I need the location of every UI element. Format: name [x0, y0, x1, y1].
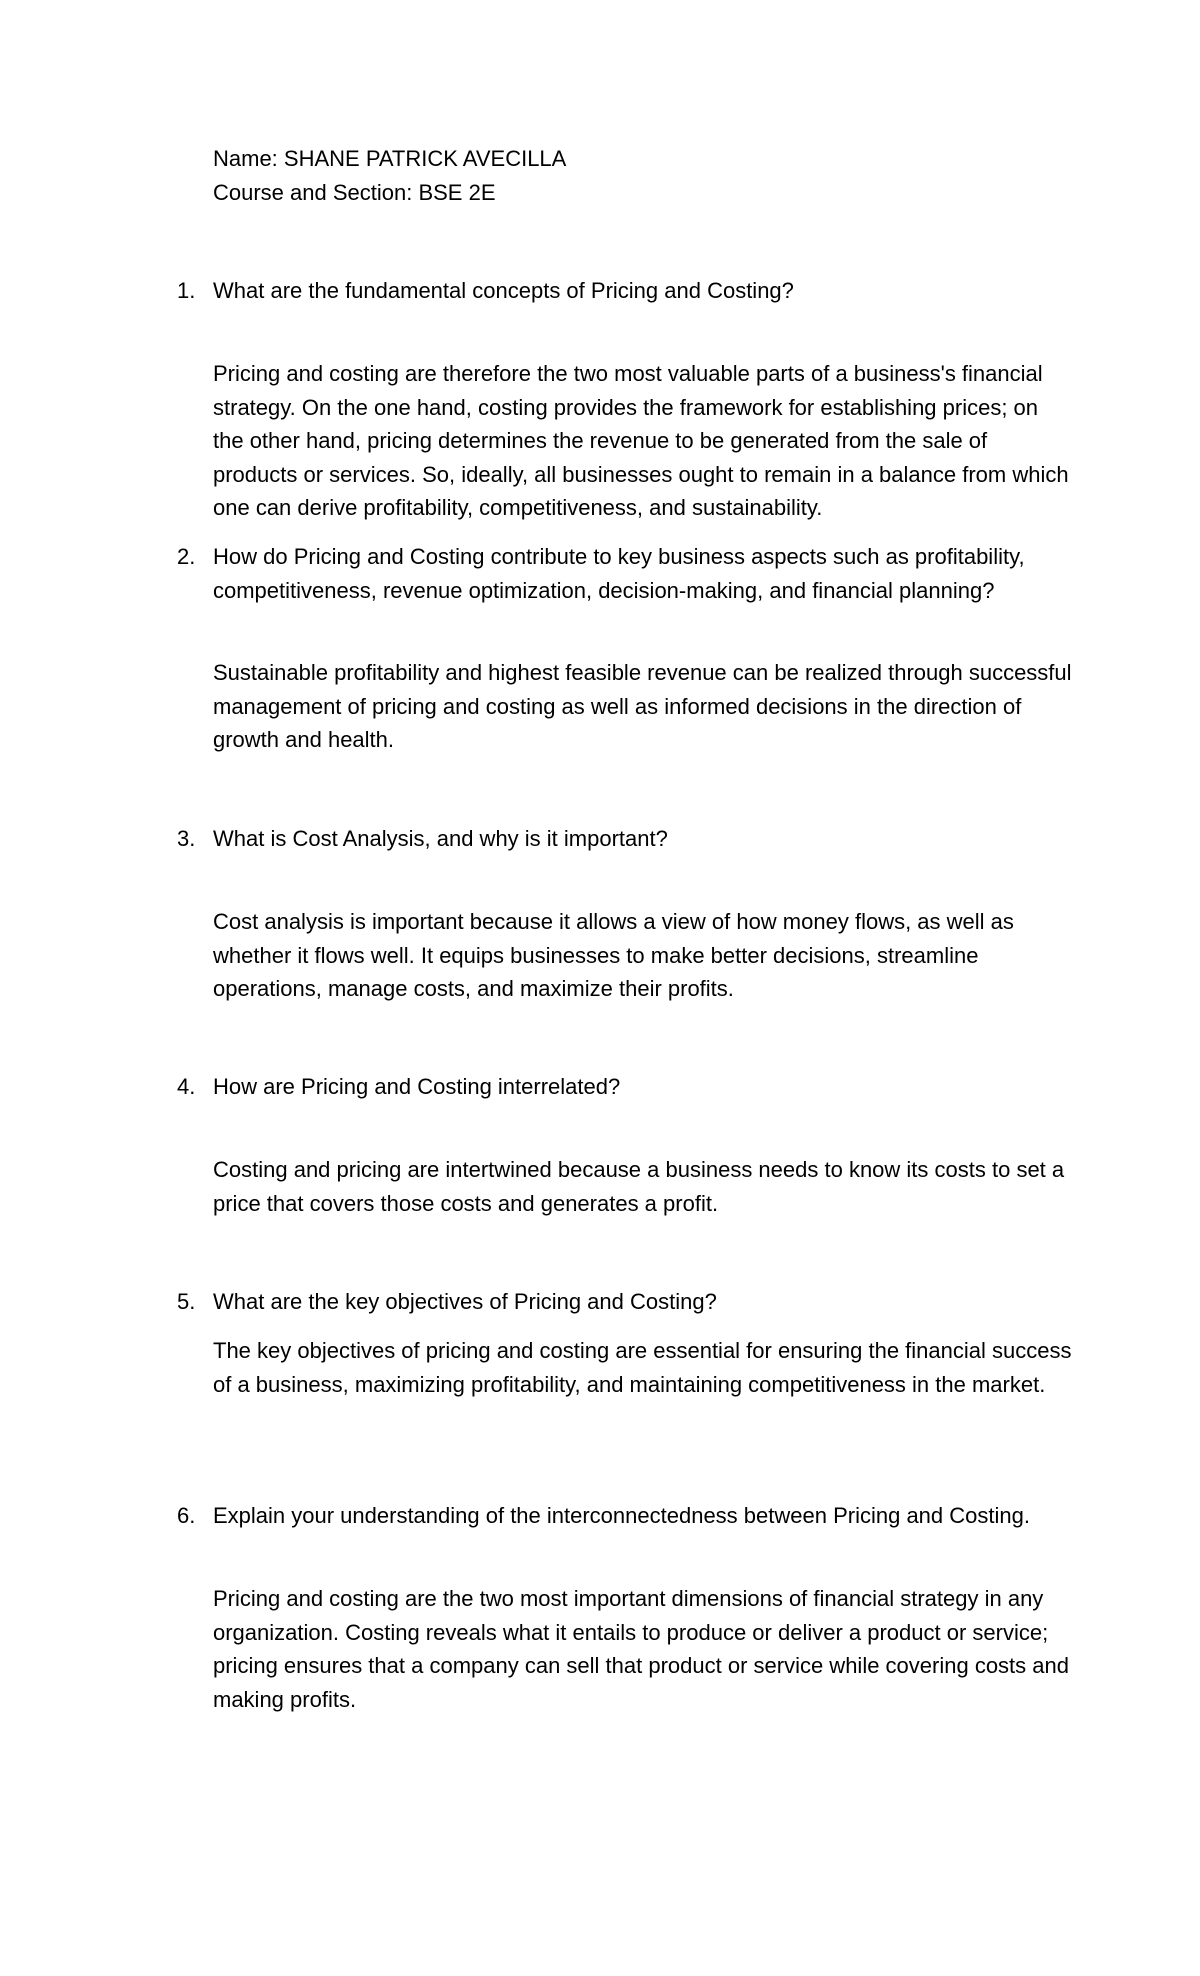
question-number: 1. [177, 278, 196, 303]
question-text: What are the fundamental concepts of Pricing and Costing? [213, 278, 794, 303]
question-number: 5. [177, 1289, 196, 1314]
course-section: Course and Section: BSE 2E [213, 180, 496, 205]
answer-text: Sustainable profitability and highest feasible revenue can be realized through successful management of pricing and costing as well as informed decisions in the direction of growth and health. [213, 660, 1072, 752]
answer-text: Costing and pricing are intertwined because a business needs to know its costs to set a price that covers those costs and generates a profit. [213, 1157, 1065, 1216]
question-number: 3. [177, 826, 196, 851]
answer-text: Pricing and costing are the two most important dimensions of financial strategy in any organization. Costing reveals what it entails to produce or deliver a product or service; pricing ensures that a company can sell that product or service while covering costs and making profits. [213, 1586, 1069, 1712]
answer-text: Cost analysis is important because it allows a view of how money flows, as well as whether it flows well. It equips businesses to make better decisions, streamline operations, manage costs, and maximize their profits. [213, 909, 1014, 1001]
answer-text: Pricing and costing are therefore the two most valuable parts of a business's financial strategy. On the one hand, costing provides the framework for establishing prices; on the other hand, pricing determines the revenue to be generated from the sale of products or services. So, ideally, all businesses ought to remain in a balance from which one can derive profitability, competitiveness, and sustainability. [213, 361, 1069, 520]
question-number: 4. [177, 1074, 196, 1099]
question-number: 2. [177, 544, 196, 569]
question-text: How do Pricing and Costing contribute to key business aspects such as profitability, competitiveness, revenue optimization, decision-making, and financial planning? [213, 544, 1025, 603]
question-text: Explain your understanding of the interconnectedness between Pricing and Costing. [213, 1503, 1030, 1528]
student-info [213, 142, 566, 210]
question-number: 6. [177, 1503, 196, 1528]
student-name: Name: SHANE PATRICK AVECILLA [213, 146, 567, 171]
question-text: How are Pricing and Costing interrelated? [213, 1074, 621, 1099]
answer-text: The key objectives of pricing and costing are essential for ensuring the financial success of a business, maximizing profitability, and maintaining competitiveness in the market. [213, 1338, 1072, 1397]
question-text: What are the key objectives of Pricing and Costing? [213, 1289, 717, 1314]
question-text: What is Cost Analysis, and why is it important? [213, 826, 668, 851]
